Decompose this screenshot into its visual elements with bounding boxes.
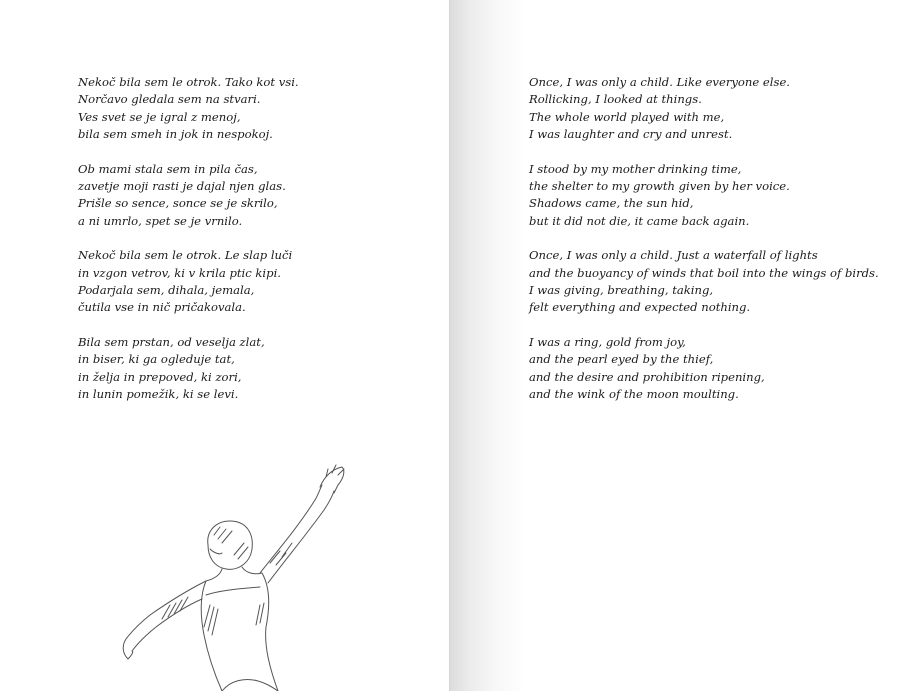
poem-line: Once, I was only a child. Just a waterfall of lights (529, 248, 818, 263)
poem-line: I was laughter and cry and unrest. (529, 126, 733, 141)
poem-line: Prišle so sence, sonce se je skrilo, (78, 196, 278, 211)
poem-line: and the wink of the moon moulting. (529, 386, 739, 401)
stanza (529, 334, 879, 403)
poem-line: Norčavo gledala sem na stvari. (78, 92, 261, 107)
poem-line: Podarjala sem, dihala, jemala, (78, 282, 255, 297)
poem-line: Ves svet se je igral z menoj, (78, 109, 241, 124)
poem-line: Bila sem prstan, od veselja zlat, (78, 335, 265, 350)
poem-line: the shelter to my growth given by her voice. (529, 178, 790, 193)
poem-line: and the pearl eyed by the thief, (529, 352, 714, 367)
stanza (529, 247, 879, 316)
poem-line: and the buoyancy of winds that boil into the wings of birds. (529, 265, 879, 280)
child-sketch-icon (110, 455, 370, 691)
stanza (78, 74, 299, 143)
stanza (529, 161, 879, 230)
stanza (78, 334, 299, 403)
poem-line: I was a ring, gold from joy, (529, 335, 686, 350)
child-sketch-illustration (110, 455, 370, 691)
poem-line: a ni umrlo, spet se je vrnilo. (78, 213, 243, 228)
poem-line: Shadows came, the sun hid, (529, 196, 694, 211)
poem-line: The whole world played with me, (529, 109, 725, 124)
poem-line: čutila vse in nič pričakovala. (78, 300, 246, 315)
stanza (529, 74, 879, 143)
poem-line: in želja in prepoved, ki zori, (78, 369, 242, 384)
poem-line: Rollicking, I looked at things. (529, 92, 702, 107)
poem-line: but it did not die, it came back again. (529, 213, 750, 228)
english-poem (529, 74, 879, 421)
slovene-poem (78, 74, 299, 421)
poem-line: zavetje moji rasti je dajal njen glas. (78, 178, 286, 193)
poem-line: in lunin pomežik, ki se levi. (78, 386, 239, 401)
poem-line: Once, I was only a child. Like everyone else. (529, 75, 790, 89)
poem-line: in vzgon vetrov, ki v krila ptic kipi. (78, 265, 281, 280)
poem-line: bila sem smeh in jok in nespokoj. (78, 126, 273, 141)
poem-line: I was giving, breathing, taking, (529, 282, 714, 297)
poem-line: in biser, ki ga ogleduje tat, (78, 352, 235, 367)
poem-line: felt everything and expected nothing. (529, 300, 751, 315)
poem-line: I stood by my mother drinking time, (529, 161, 742, 176)
poem-line: Ob mami stala sem in pila čas, (78, 161, 258, 176)
poem-line: Nekoč bila sem le otrok. Le slap luči (78, 248, 293, 263)
right-page (450, 0, 900, 691)
stanza (78, 161, 299, 230)
stanza (78, 247, 299, 316)
poem-line: Nekoč bila sem le otrok. Tako kot vsi. (78, 75, 299, 89)
poem-line: and the desire and prohibition ripening, (529, 369, 765, 384)
